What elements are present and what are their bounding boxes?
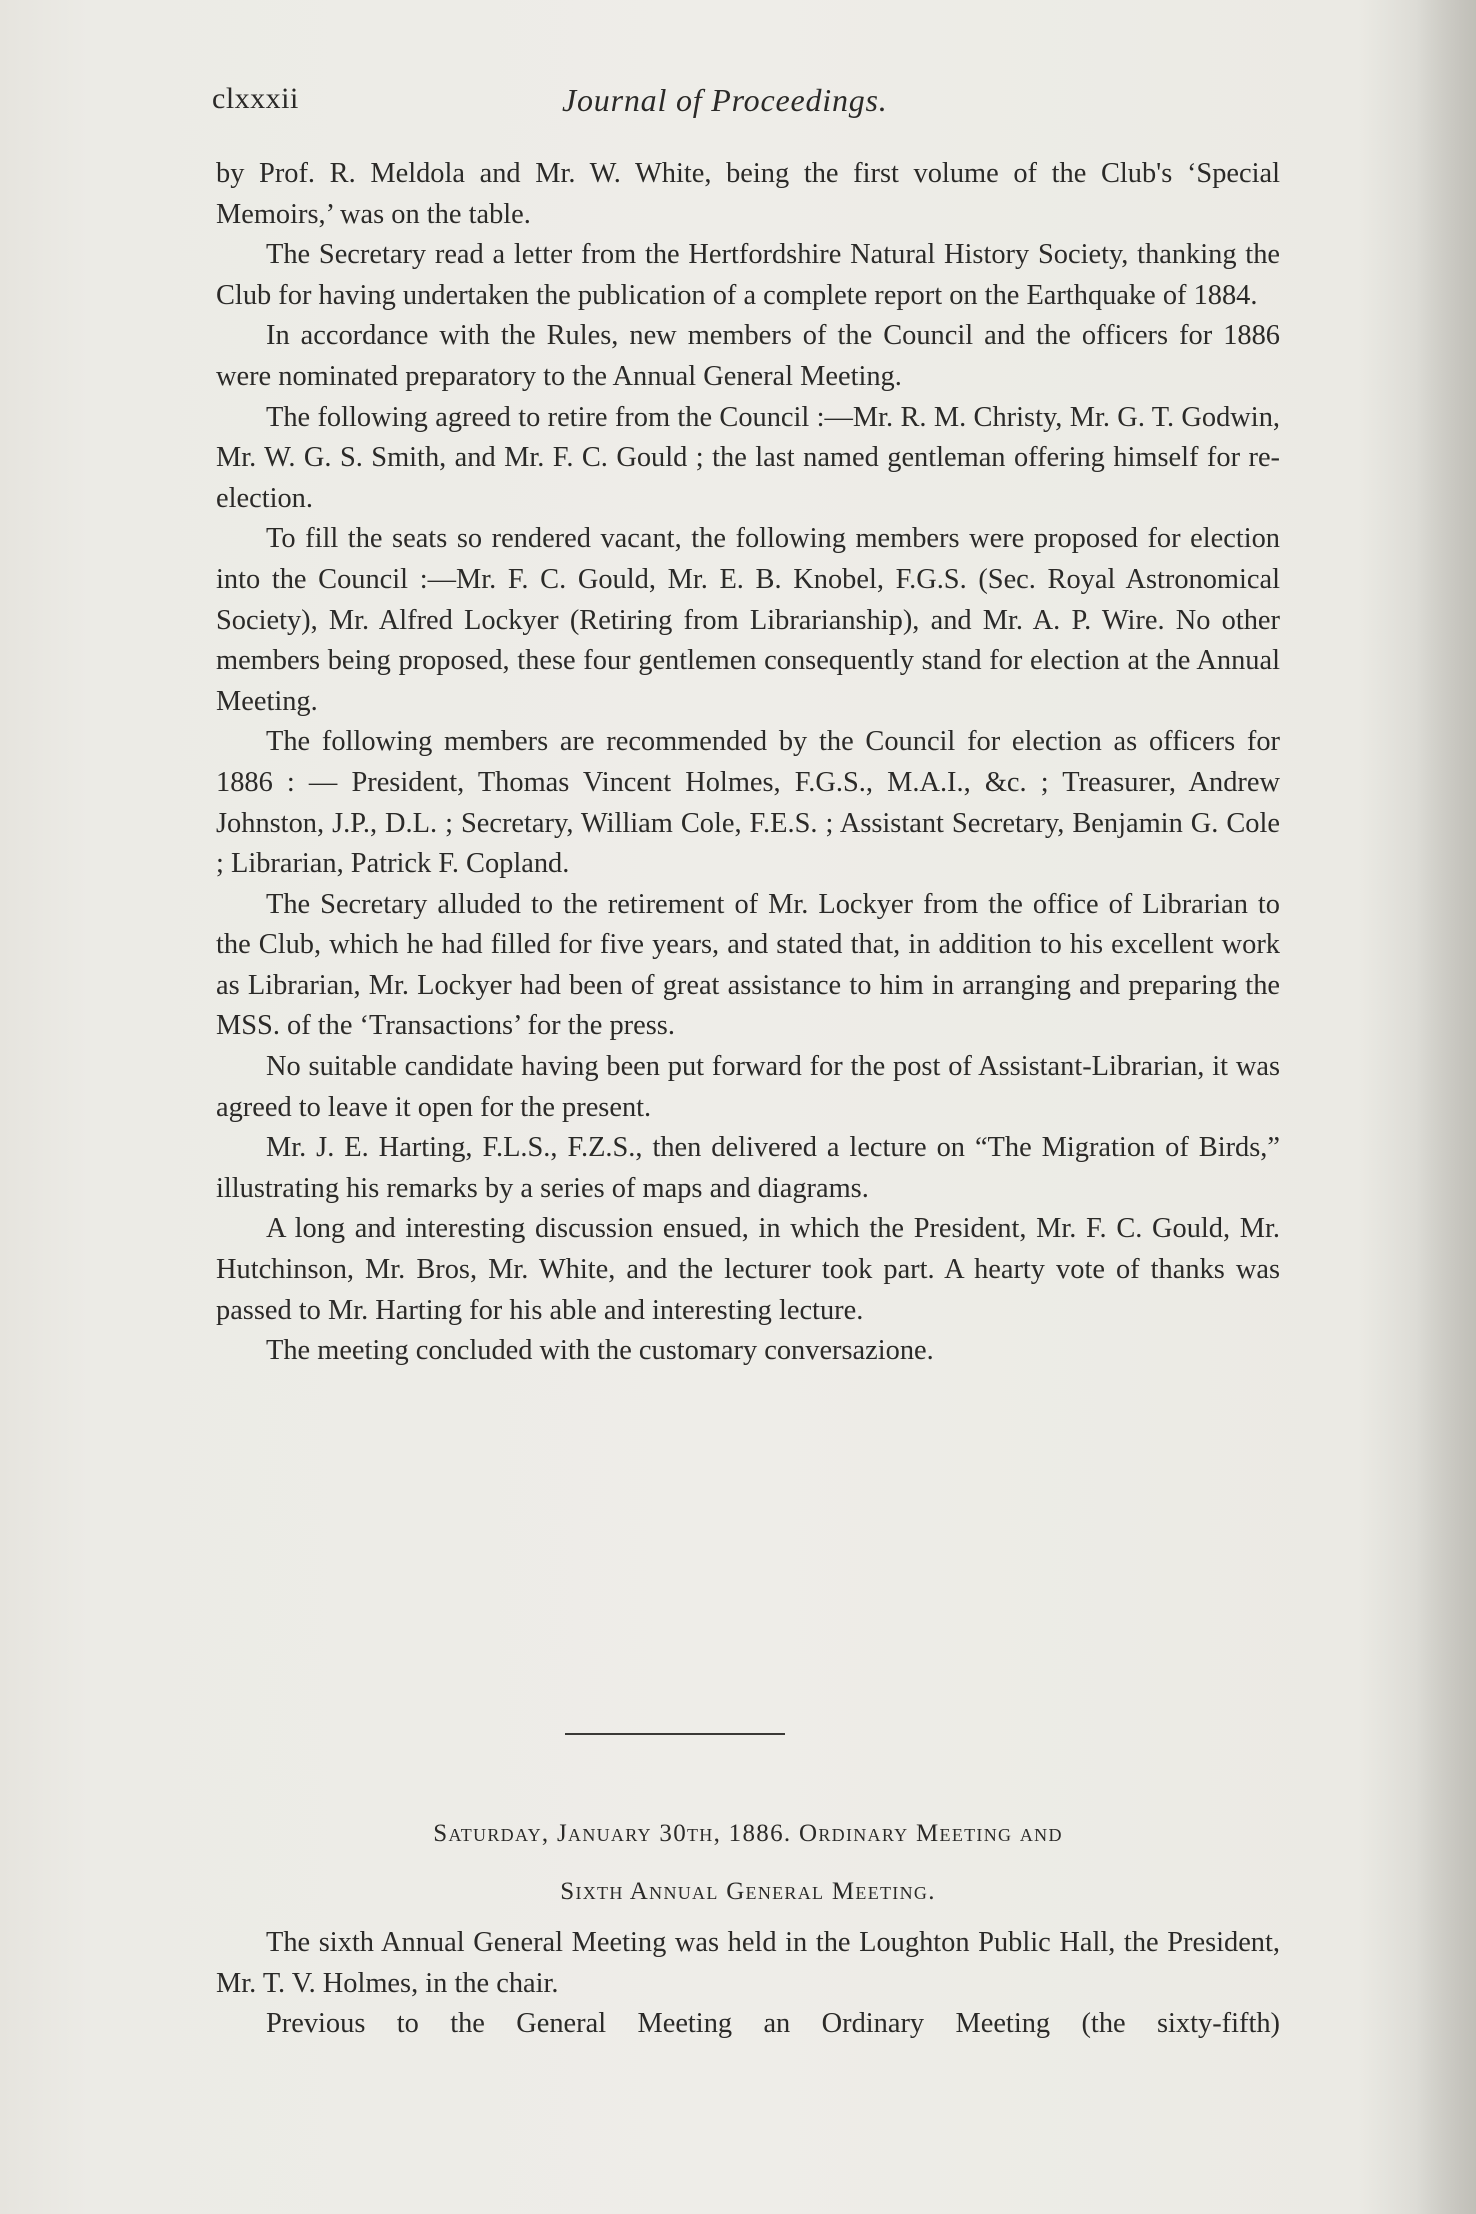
paragraph: Previous to the General Meeting an Ordinary Meeting (the sixty-fifth): [266, 2008, 1280, 2040]
paragraph: A long and interesting discussion ensued, in which the President, Mr. F. C. Gould, Mr. Hutchinson, Mr. Bros, Mr. White, and the lecturer took part. A hearty vote of thanks was passed to Mr. Harting for his able and interesting lecture.: [216, 1213, 1280, 1326]
section-heading: [216, 1805, 1280, 1921]
section-heading-line: Saturday, January 30th, 1886. Ordinary Meeting and: [433, 1820, 1063, 1847]
paragraph: by Prof. R. Meldola and Mr. W. White, being the first volume of the Club's ‘Special Memoirs,’ was on the table.: [216, 158, 1280, 230]
paragraph: The sixth Annual General Meeting was held in the Loughton Public Hall, the President, Mr. T. V. Holmes, in the chair.: [216, 1927, 1280, 1999]
page-header: [212, 82, 1282, 132]
paragraph: The following members are recommended by the Council for election as officers for 1886 : — President, Thomas Vincent Holmes, F.G.S., M.A.I., &c. ; Treasurer, Andrew Johnston, J.P., D.L. ; Secretary, William Cole, F.E.S. ; Assistant Secretary, Benjamin G. Cole ; Librarian, Patrick F. Copland.: [216, 726, 1280, 880]
section-heading-line: Sixth Annual General Meeting.: [560, 1878, 936, 1905]
main-text: [216, 154, 1280, 1372]
paragraph: The following agreed to retire from the Council :—Mr. R. M. Christy, Mr. G. T. Godwin, Mr. W. G. S. Smith, and Mr. F. C. Gould ; the last named gentleman offering himself for re-election.: [216, 401, 1280, 514]
paragraph: To fill the seats so rendered vacant, the following members were proposed for election into the Council :—Mr. F. C. Gould, Mr. E. B. Knobel, F.G.S. (Sec. Royal Astronomical Society), Mr. Alfred Lockyer (Retiring from Librarianship), and Mr. A. P. Wire. No other members being proposed, these four gentlemen consequently stand for election at the Annual Meeting.: [216, 523, 1280, 717]
section-text: [216, 1923, 1280, 2045]
running-title: Journal of Proceedings.: [562, 82, 888, 118]
paragraph: Mr. J. E. Harting, F.L.S., F.Z.S., then delivered a lecture on “The Migration of Birds,” illustrating his remarks by a series of maps and diagrams.: [216, 1132, 1280, 1204]
paragraph: The meeting concluded with the customary conversazione.: [266, 1335, 934, 1367]
page-number: clxxxii: [212, 82, 299, 115]
paragraph: In accordance with the Rules, new members of the Council and the officers for 1886 were nominated preparatory to the Annual General Meeting.: [216, 320, 1280, 392]
section-divider: [565, 1733, 785, 1735]
paragraph: The Secretary alluded to the retirement of Mr. Lockyer from the office of Librarian to the Club, which he had filled for five years, and stated that, in addition to his excellent work as Librarian, Mr. Lockyer had been of great assistance to him in arranging and preparing the MSS. of the ‘Transactions’ for the press.: [216, 888, 1280, 1042]
paragraph: The Secretary read a letter from the Hertfordshire Natural History Society, thanking the Club for having undertaken the publication of a complete report on the Earthquake of 1884.: [216, 239, 1280, 311]
paragraph: No suitable candidate having been put forward for the post of Assistant-Librarian, it was agreed to leave it open for the present.: [216, 1051, 1280, 1123]
